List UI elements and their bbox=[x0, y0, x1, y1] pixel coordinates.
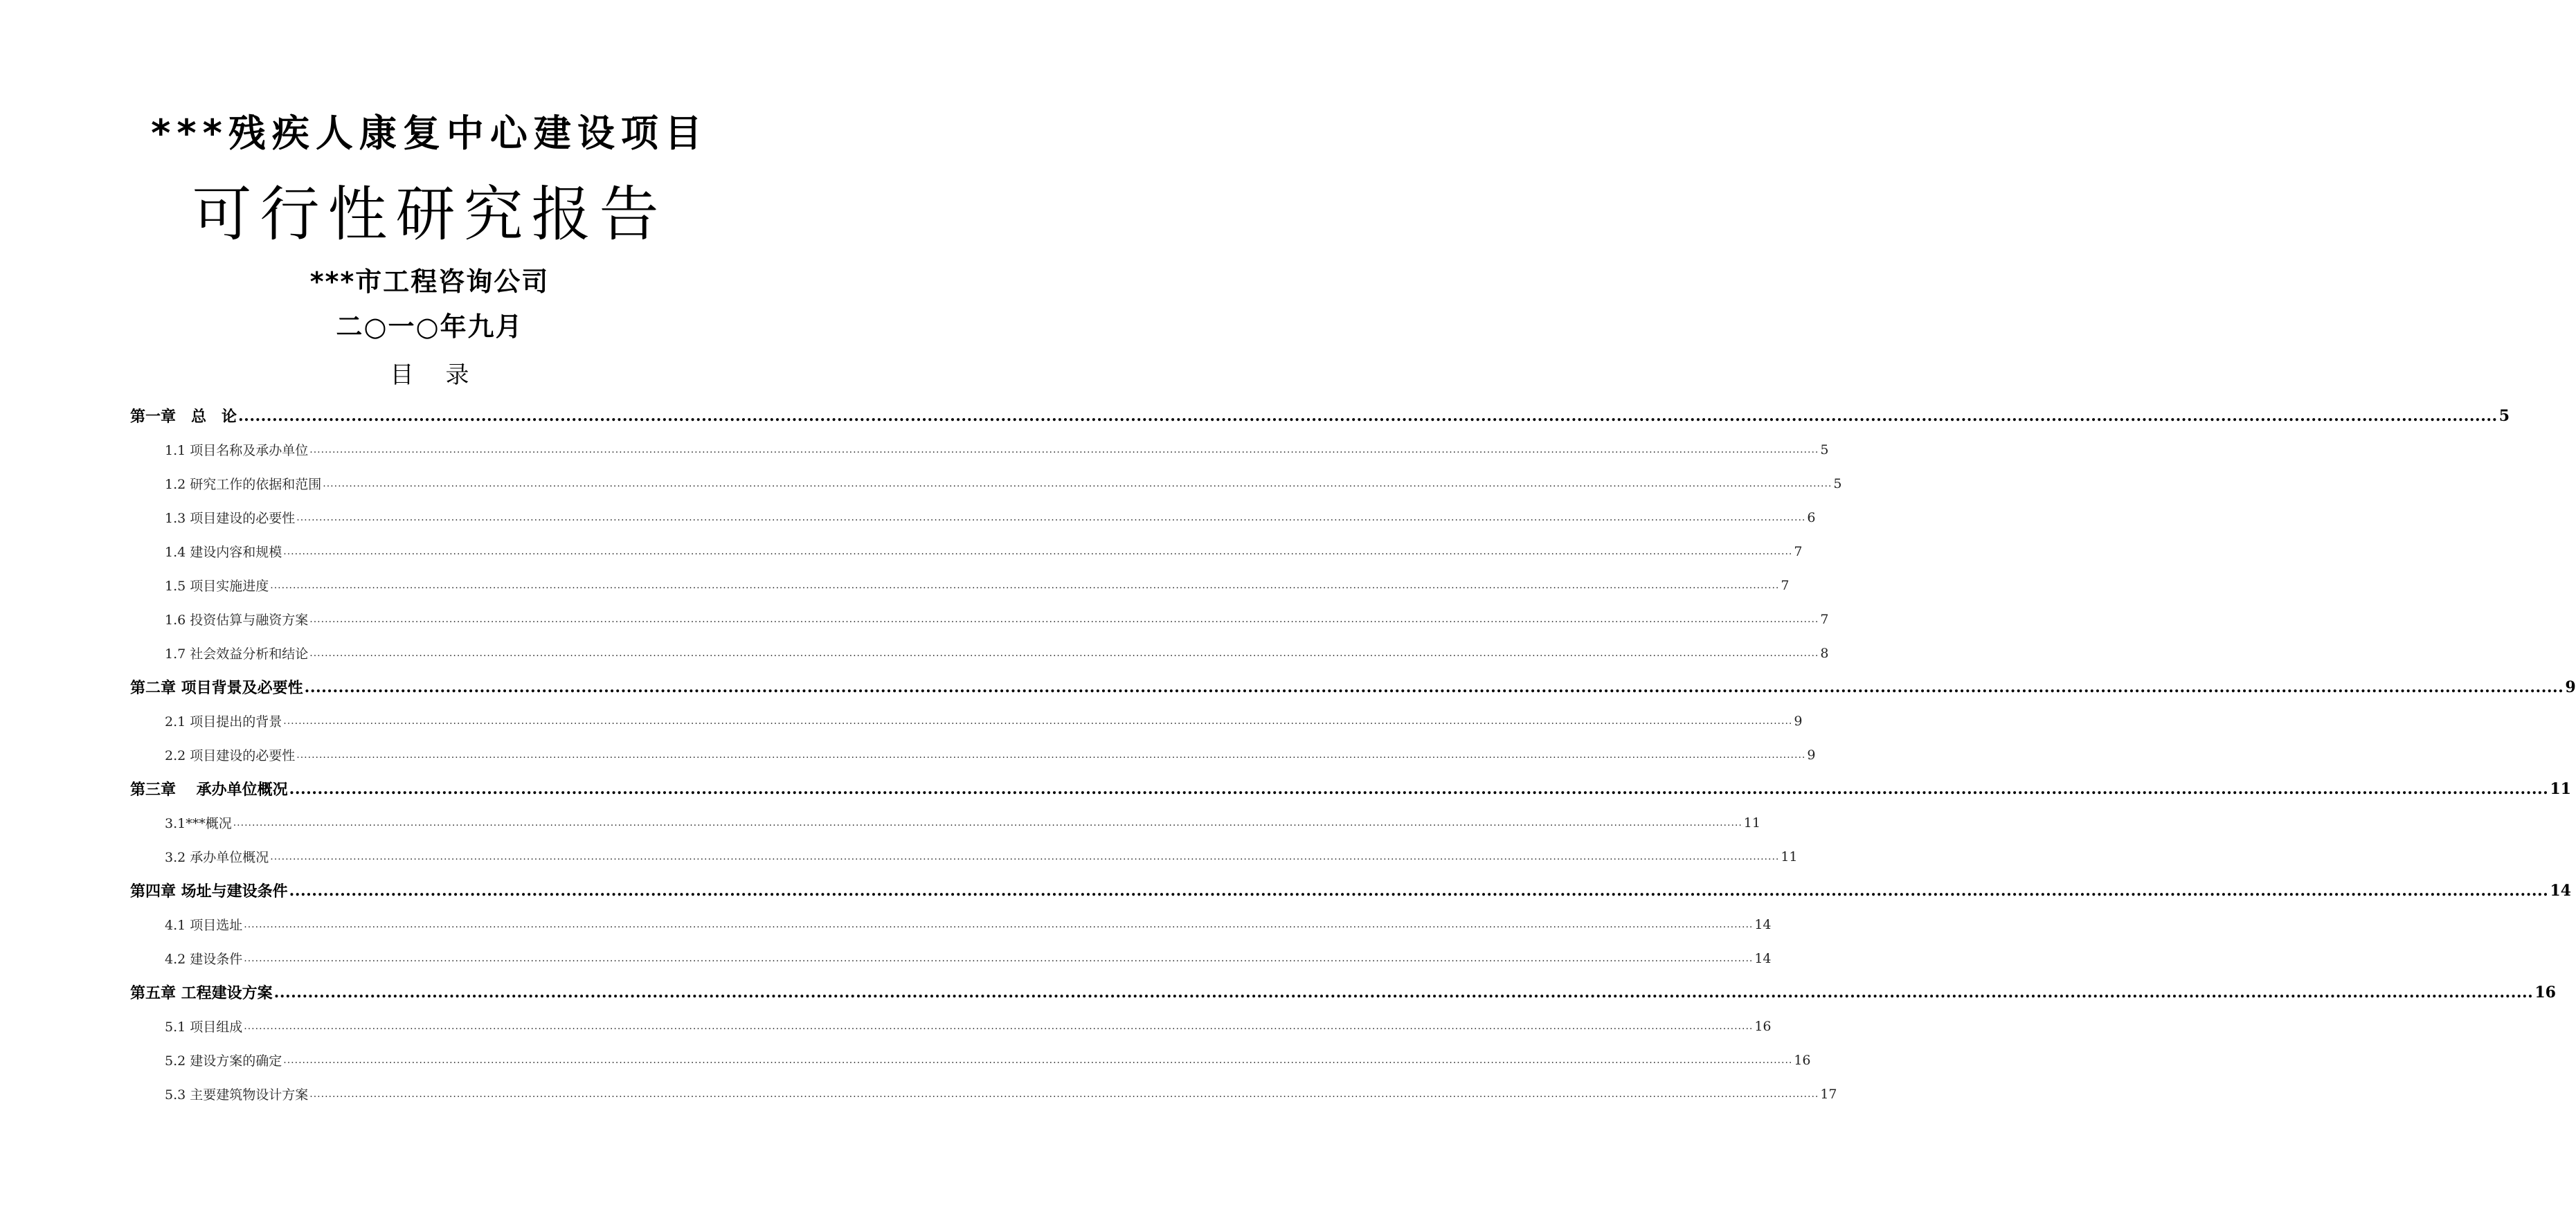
toc-entry-label: 2.2 项目建设的必要性 bbox=[165, 748, 296, 763]
toc-entry-page-number: 7 bbox=[1820, 611, 1829, 627]
toc-dot-leader: ................................................................................................................................................................................................................................................................................................................................................................................................................ bbox=[270, 851, 1780, 862]
toc-dot-leader: ................................................................................................................................................................................................................................................................................................................................................................................................................ bbox=[283, 1054, 1793, 1066]
toc-dot-leader: ................................................................................................................................................................................................................................................................................................................................................................................................................ bbox=[273, 983, 2534, 1002]
toc-section-entry[interactable] bbox=[130, 738, 1816, 772]
toc-entry-label: 1.7 社会效益分析和结论 bbox=[165, 646, 309, 662]
toc-section-entry[interactable] bbox=[130, 433, 1829, 466]
toc-dot-leader: ................................................................................................................................................................................................................................................................................................................................................................................................................ bbox=[309, 647, 1819, 659]
toc-entry-label: 3.1***概况 bbox=[165, 816, 232, 831]
toc-dot-leader: ................................................................................................................................................................................................................................................................................................................................................................................................................ bbox=[283, 545, 1793, 557]
toc-dot-leader: ................................................................................................................................................................................................................................................................................................................................................................................................................ bbox=[244, 952, 1754, 964]
toc-entry-label: 1.2 研究工作的依据和范围 bbox=[165, 477, 322, 492]
toc-entry-label: 第三章 承办单位概况 bbox=[130, 781, 288, 799]
toc-entry-label: 5.1 项目组成 bbox=[165, 1020, 243, 1035]
toc-dot-leader: ................................................................................................................................................................................................................................................................................................................................................................................................................ bbox=[289, 779, 2549, 798]
toc-section-entry[interactable] bbox=[130, 1043, 1811, 1077]
toc-entry-label: 3.2 承办单位概况 bbox=[165, 850, 269, 865]
toc-entry-label: 4.1 项目选址 bbox=[165, 918, 243, 933]
toc-entry-page-number: 16 bbox=[1794, 1052, 1811, 1068]
toc-entry-page-number: 7 bbox=[1781, 577, 1790, 593]
company-name: ***市工程咨询公司 bbox=[309, 266, 550, 297]
toc-section-entry[interactable] bbox=[130, 907, 1772, 941]
table-of-contents bbox=[130, 399, 2576, 1111]
toc-section-entry[interactable] bbox=[130, 941, 1772, 975]
toc-dot-leader: ................................................................................................................................................................................................................................................................................................................................................................................................................ bbox=[283, 715, 1793, 727]
toc-dot-leader: ................................................................................................................................................................................................................................................................................................................................................................................................................ bbox=[309, 444, 1819, 455]
toc-entry-label: 1.5 项目实施进度 bbox=[165, 579, 269, 594]
toc-dot-leader: ................................................................................................................................................................................................................................................................................................................................................................................................................ bbox=[244, 1020, 1754, 1032]
toc-entry-label: 1.4 建设内容和规模 bbox=[165, 545, 282, 560]
toc-chapter-entry[interactable] bbox=[130, 670, 2576, 704]
toc-entry-label: 1.6 投资估算与融资方案 bbox=[165, 613, 309, 628]
toc-section-entry[interactable] bbox=[130, 704, 1803, 738]
toc-entry-label: 第二章 项目背景及必要性 bbox=[130, 679, 303, 697]
toc-entry-page-number: 17 bbox=[1820, 1086, 1837, 1102]
toc-entry-page-number: 16 bbox=[1754, 1018, 1772, 1034]
toc-entry-label: 2.1 项目提出的背景 bbox=[165, 714, 282, 730]
report-title-project: ***残疾人康复中心建设项目 bbox=[151, 111, 708, 155]
toc-entry-page-number: 5 bbox=[1820, 442, 1829, 457]
toc-section-entry[interactable] bbox=[130, 1077, 1837, 1111]
toc-entry-page-number: 11 bbox=[1781, 849, 1798, 864]
toc-section-entry[interactable] bbox=[130, 636, 1829, 670]
toc-section-entry[interactable] bbox=[130, 568, 1790, 602]
toc-section-entry[interactable] bbox=[130, 806, 1760, 840]
toc-entry-label: 1.1 项目名称及承办单位 bbox=[165, 443, 309, 458]
toc-chapter-entry[interactable] bbox=[130, 399, 2510, 433]
toc-section-entry[interactable] bbox=[130, 500, 1816, 534]
toc-dot-leader: ................................................................................................................................................................................................................................................................................................................................................................................................................ bbox=[323, 478, 1832, 489]
toc-entry-page-number: 6 bbox=[1807, 509, 1816, 525]
toc-section-entry[interactable] bbox=[130, 534, 1803, 568]
toc-section-entry[interactable] bbox=[130, 840, 1798, 873]
toc-entry-page-number: 9 bbox=[1807, 747, 1816, 763]
toc-entry-page-number: 7 bbox=[1794, 543, 1803, 559]
toc-dot-leader: ................................................................................................................................................................................................................................................................................................................................................................................................................ bbox=[296, 511, 1806, 523]
toc-chapter-entry[interactable] bbox=[130, 772, 2571, 806]
toc-entry-page-number: 9 bbox=[2565, 678, 2576, 696]
toc-entry-page-number: 5 bbox=[1833, 475, 1842, 491]
toc-entry-page-number: 14 bbox=[2550, 881, 2571, 900]
report-title-type: 可行性研究报告 bbox=[192, 180, 667, 249]
toc-dot-leader: ................................................................................................................................................................................................................................................................................................................................................................................................................ bbox=[244, 918, 1754, 930]
toc-entry-page-number: 14 bbox=[1754, 916, 1772, 932]
toc-dot-leader: ................................................................................................................................................................................................................................................................................................................................................................................................................ bbox=[289, 881, 2549, 900]
toc-entry-label: 1.3 项目建设的必要性 bbox=[165, 511, 296, 526]
toc-entry-page-number: 16 bbox=[2534, 983, 2556, 1002]
toc-chapter-entry[interactable] bbox=[130, 975, 2556, 1009]
toc-entry-page-number: 8 bbox=[1820, 645, 1829, 661]
toc-dot-leader: ................................................................................................................................................................................................................................................................................................................................................................................................................ bbox=[270, 579, 1780, 591]
toc-section-entry[interactable] bbox=[130, 1009, 1772, 1043]
toc-dot-leader: ................................................................................................................................................................................................................................................................................................................................................................................................................ bbox=[304, 678, 2564, 696]
toc-entry-page-number: 9 bbox=[1794, 713, 1803, 729]
toc-dot-leader: ................................................................................................................................................................................................................................................................................................................................................................................................................ bbox=[309, 1088, 1819, 1100]
toc-section-entry[interactable] bbox=[130, 466, 1842, 500]
toc-entry-page-number: 11 bbox=[2550, 779, 2571, 798]
toc-entry-page-number: 11 bbox=[1743, 815, 1760, 831]
toc-dot-leader: ................................................................................................................................................................................................................................................................................................................................................................................................................ bbox=[296, 749, 1806, 761]
toc-heading: 目录 bbox=[390, 361, 501, 389]
toc-dot-leader: ................................................................................................................................................................................................................................................................................................................................................................................................................ bbox=[233, 817, 1742, 828]
toc-dot-leader: ................................................................................................................................................................................................................................................................................................................................................................................................................ bbox=[309, 613, 1819, 625]
toc-entry-page-number: 5 bbox=[2498, 406, 2510, 425]
toc-chapter-entry[interactable] bbox=[130, 873, 2571, 907]
toc-entry-label: 第一章 总 论 bbox=[130, 408, 237, 426]
toc-entry-label: 5.3 主要建筑物设计方案 bbox=[165, 1087, 309, 1103]
toc-entry-label: 第四章 场址与建设条件 bbox=[130, 882, 288, 900]
toc-entry-page-number: 14 bbox=[1754, 950, 1772, 966]
toc-entry-label: 5.2 建设方案的确定 bbox=[165, 1053, 282, 1069]
report-date: 二○一○年九月 bbox=[336, 311, 523, 342]
toc-dot-leader: ................................................................................................................................................................................................................................................................................................................................................................................................................ bbox=[238, 406, 2498, 425]
toc-entry-label: 4.2 建设条件 bbox=[165, 952, 243, 967]
toc-section-entry[interactable] bbox=[130, 602, 1829, 636]
toc-entry-label: 第五章 工程建设方案 bbox=[130, 984, 273, 1002]
